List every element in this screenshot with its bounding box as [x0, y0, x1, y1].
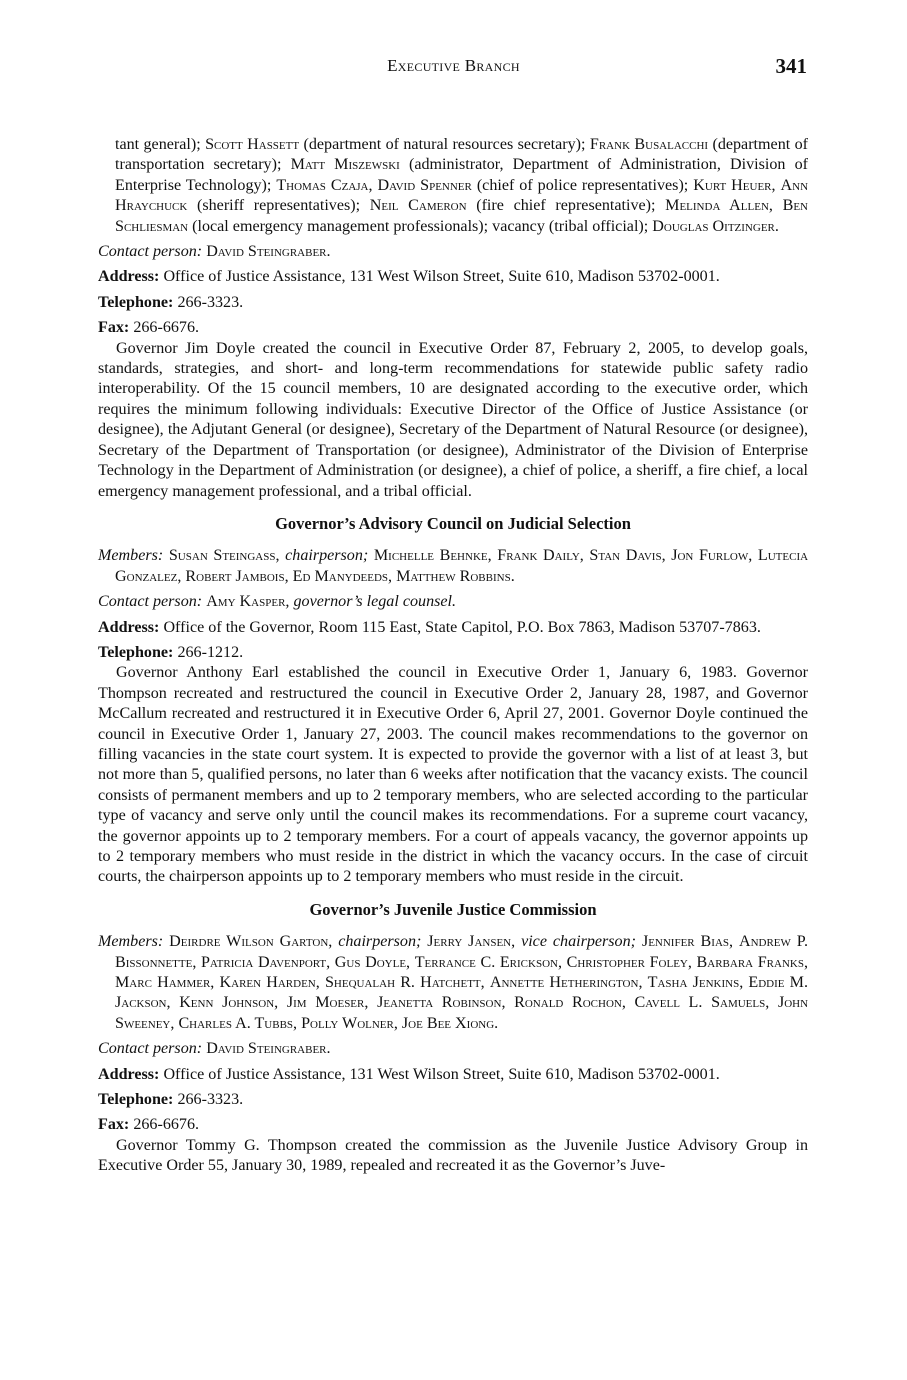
- member-name: Susan Steingass: [168, 547, 276, 565]
- text-run: ,: [768, 197, 783, 215]
- member-name: Joe Bee Xiong: [401, 1014, 495, 1032]
- text-run: ,: [284, 567, 293, 585]
- text-run: ,: [638, 974, 648, 992]
- text-run: ,: [166, 994, 180, 1012]
- section-heading-judicial-selection: Governor’s Advisory Council on Judicial Selection: [275, 513, 631, 533]
- address-line: [98, 267, 808, 287]
- members-paragraph: [98, 546, 808, 587]
- fax-label: Fax:: [98, 319, 130, 337]
- member-role: chairperson;: [285, 547, 369, 565]
- telephone-label: Telephone:: [98, 293, 174, 311]
- member-name: Lutecia Gonzalez: [115, 547, 809, 585]
- text-run: ,: [192, 953, 201, 971]
- member-name: Robert Jambois: [185, 567, 285, 585]
- contact-person-line: [98, 242, 808, 262]
- telephone-line: [98, 643, 808, 663]
- contact-person-name: David Steingraber.: [206, 1040, 331, 1058]
- member-name: Thomas Czaja: [276, 176, 369, 194]
- member-name: Jim Moeser: [286, 994, 365, 1012]
- member-name: Eddie M. Jackson: [115, 974, 809, 1012]
- text-run: ,: [210, 974, 220, 992]
- fax-value: 266-6676.: [133, 1116, 200, 1134]
- member-role: chairperson;: [338, 933, 422, 951]
- text-run: (chief of police representatives);: [471, 176, 694, 194]
- text-run: (department of natural resources secretary);: [299, 136, 590, 153]
- fax-value: 266-6676.: [133, 319, 200, 337]
- section-description: Governor Tommy G. Thompson created the commission as the Juvenile Justice Advisory Group in Executive Order 55, January 30, 1989, repealed and recreated it as the Governor’s Juve-: [98, 1136, 808, 1175]
- fax-label: Fax:: [98, 1116, 130, 1134]
- members-list: [115, 547, 808, 584]
- member-name: Terrance C. Erickson: [414, 953, 558, 971]
- member-name: John Sweeney: [115, 994, 809, 1032]
- telephone-value: 266-3323.: [177, 1091, 244, 1109]
- member-name: Barbara Franks: [696, 953, 804, 971]
- section-description: Governor Jim Doyle created the council in Executive Order 87, February 2, 2005, to develop goals, standards, strategies, and short- and long-term recommendations for statewide public safety radio interoperability. Of the 15 council members, 10 are designated according to the executive order, which requires the minimum following individuals: Executive Director of the Office of Justice Assistance (or designee), the Adjutant General (or designee), Secretary of the Department of Natural Resource (or designee), Secretary of the Department of Transportation (or designee), Administrator of the Division of Enterprise Technology in the Department of Administration (or designee), a chief of police, a sheriff, a fire chief, a local emergency management professional, and a tribal official.: [98, 339, 808, 500]
- contact-person-line: [98, 1039, 808, 1059]
- telephone-label: Telephone:: [98, 643, 174, 661]
- contact-person-line: [98, 592, 808, 612]
- member-name: Polly Wolner: [301, 1014, 394, 1032]
- member-name: Ed Manydeeds: [292, 567, 389, 585]
- member-name: Ben Schliesman: [115, 197, 808, 235]
- text-run: .: [510, 567, 515, 585]
- member-name: Deirdre Wilson Garton: [169, 933, 329, 951]
- text-run: ,: [803, 953, 808, 971]
- member-name: Charles A. Tubbs: [178, 1014, 294, 1032]
- text-run: ,: [326, 953, 335, 971]
- text-run: .: [494, 1014, 499, 1032]
- fax-line: [98, 1115, 808, 1135]
- text-run: ,: [177, 567, 186, 585]
- text-run: (administrator, Department of Administration, Division of Enterprise Technology);: [115, 156, 809, 194]
- member-name: Cavell L. Samuels: [634, 994, 766, 1012]
- member-name: Jennifer Bias: [641, 933, 730, 951]
- address-value: Office of Justice Assistance, 131 West Wilson Street, Suite 610, Madison 53702-0001.: [163, 1065, 720, 1083]
- text-run: ,: [487, 547, 498, 565]
- contact-person-name: Amy Kasper: [206, 593, 286, 611]
- telephone-label: Telephone:: [98, 1091, 174, 1109]
- member-name: Marc Hammer: [115, 974, 211, 992]
- member-name: Patricia Davenport: [200, 953, 327, 971]
- text-run: ,: [293, 1014, 302, 1032]
- members-label: Members:: [98, 547, 164, 565]
- member-name: Kenn Johnson: [179, 994, 275, 1012]
- text-run: ,: [579, 547, 590, 565]
- text-run: (department of transportation secretary);: [115, 136, 808, 174]
- member-name: Neil Cameron: [369, 197, 467, 215]
- member-name: Douglas Oitzinger: [652, 217, 775, 235]
- member-name: Michelle Behnke: [373, 547, 488, 565]
- contact-person-name: David Steingraber.: [206, 243, 331, 261]
- text-run: (sheriff representatives);: [187, 197, 370, 215]
- member-name: Andrew P. Bissonnette: [115, 933, 809, 971]
- members-continuation: [98, 135, 808, 237]
- members-paragraph: [98, 932, 808, 1034]
- text-run: ,: [274, 994, 287, 1012]
- text-run: ,: [501, 994, 515, 1012]
- text-run: ,: [364, 994, 378, 1012]
- member-name: Annette Hetherington: [489, 974, 639, 992]
- member-name: Jeanetta Robinson: [377, 994, 502, 1012]
- section-heading-juvenile-justice: Governor’s Juvenile Justice Commission: [309, 899, 597, 919]
- members-label: Members:: [98, 933, 164, 951]
- text-run: ,: [557, 953, 567, 971]
- text-run: ,: [170, 1014, 179, 1032]
- member-name: Karen Harden: [219, 974, 316, 992]
- member-name: David Spenner: [377, 176, 472, 194]
- member-name: Kurt Heuer: [693, 176, 772, 194]
- text-run: ,: [621, 994, 635, 1012]
- text-run: ,: [661, 547, 672, 565]
- telephone-value: 266-3323.: [177, 293, 244, 311]
- members-list: [115, 933, 808, 1032]
- page-content: [98, 135, 808, 1177]
- contact-person-label: Contact person:: [98, 243, 203, 261]
- address-value: Office of Justice Assistance, 131 West Wilson Street, Suite 610, Madison 53702-0001.: [163, 268, 720, 286]
- member-name: Ann Hraychuck: [115, 176, 809, 215]
- address-label: Address:: [98, 268, 160, 286]
- text-run: ,: [748, 547, 758, 565]
- text-run: (fire chief representative);: [466, 197, 666, 215]
- address-line: [98, 1065, 808, 1085]
- section-description: Governor Anthony Earl established the council in Executive Order 1, January 6, 1983. Governor Thompson recreated and restructured the council in Executive Order 2, January 28, 1987, and Governor McCallum recreated and restructured it in Executive Order 6, April 27, 2001. Governor Doyle continued the council in Executive Order 1, January 27, 2003. The council makes recommendations to the governor on filling vacancies in the state court system. It is expected to provide the governor with a list of at least 3, but not more than 5, qualified persons, no later than 6 weeks after notification that the vacancy exists. The council consists of permanent members and up to 2 temporary members, who are selected according to the particular type of vacancy and serve only until the council makes its recommendations. For a supreme court vacancy, the governor appoints up to 2 temporary members. For a court of appeals vacancy, the governor appoints up to 2 temporary members who must reside in the district in which the vacancy occurs. In the case of circuit courts, the chairperson appoints up to 2 temporary members who must reside in the circuit.: [98, 664, 808, 886]
- member-name: Shequalah R. Hatchett: [324, 974, 481, 992]
- member-name: Ronald Rochon: [514, 994, 622, 1012]
- member-name: Tasha Jenkins: [647, 974, 740, 992]
- address-line: [98, 618, 808, 638]
- text-run: ,: [687, 953, 697, 971]
- text-run: ,: [328, 933, 339, 951]
- text-run: ,: [729, 933, 739, 951]
- text-run: ,: [275, 547, 286, 565]
- member-name: Christopher Foley: [566, 953, 688, 971]
- running-title: Executive Branch: [387, 56, 520, 75]
- text-run: ,: [315, 974, 325, 992]
- text-run: ,: [771, 176, 781, 194]
- member-name: Stan Davis: [589, 547, 662, 565]
- text-run: ,: [388, 567, 397, 585]
- text-run: ,: [368, 176, 378, 194]
- member-name: Frank Daily: [497, 547, 580, 565]
- member-name: Matthew Robbins: [396, 567, 511, 585]
- member-name: Matt Miszewski: [290, 156, 400, 174]
- page-number: 341: [775, 54, 807, 78]
- address-value: Office of the Governor, Room 115 East, State Capitol, P.O. Box 7863, Madison 53707-7863.: [163, 618, 761, 636]
- running-head: [0, 54, 907, 82]
- contact-person-role: , governor’s legal counsel.: [285, 593, 457, 611]
- address-label: Address:: [98, 1065, 160, 1083]
- text-run: ,: [480, 974, 490, 992]
- member-name: Melinda Allen: [665, 197, 769, 215]
- text-run: tant general);: [115, 136, 206, 153]
- member-name: Scott Hassett: [205, 136, 300, 153]
- telephone-value: 266-1212.: [177, 643, 244, 661]
- text-run: ,: [765, 994, 778, 1012]
- member-name: Jerry Jansen: [427, 933, 512, 951]
- member-name: Jon Furlow: [671, 547, 749, 565]
- contact-person-label: Contact person:: [98, 1040, 203, 1058]
- text-run: ,: [393, 1014, 402, 1032]
- text-run: (local emergency management professionals); vacancy (tribal official);: [188, 217, 653, 235]
- text-run: ,: [406, 953, 415, 971]
- text-run: ,: [511, 933, 522, 951]
- member-name: Gus Doyle: [334, 953, 407, 971]
- text-run: ,: [739, 974, 749, 992]
- member-role: vice chairperson;: [521, 933, 637, 951]
- member-name: Frank Busalacchi: [589, 136, 709, 153]
- contact-person-label: Contact person:: [98, 593, 203, 611]
- address-label: Address:: [98, 618, 160, 636]
- telephone-line: [98, 1090, 808, 1110]
- fax-line: [98, 318, 808, 338]
- text-run: .: [774, 217, 779, 235]
- telephone-line: [98, 293, 808, 313]
